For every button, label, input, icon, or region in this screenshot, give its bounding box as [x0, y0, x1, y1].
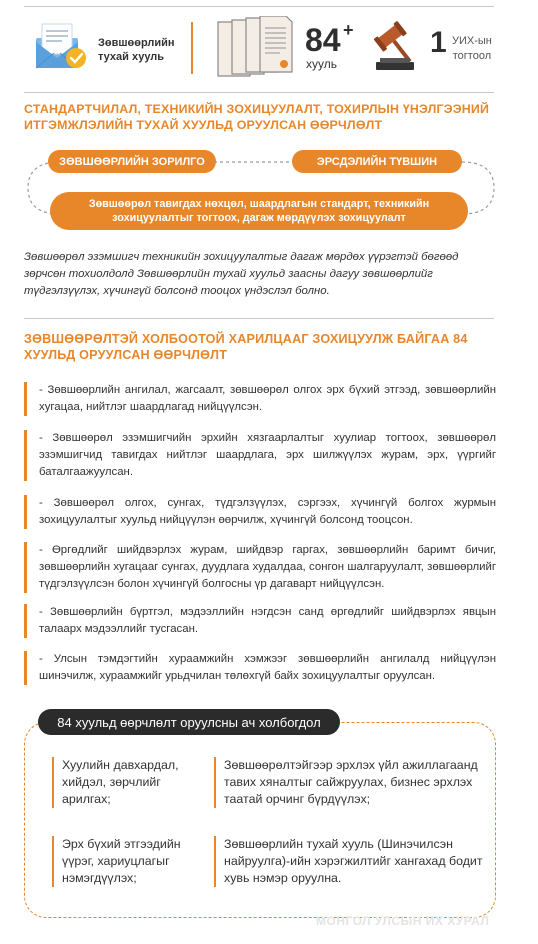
pill-permit-purpose: ЗӨВШӨӨРЛИЙН ЗОРИЛГО	[48, 150, 216, 173]
law-count-unit: хууль	[306, 57, 337, 71]
list-item: - Өргөдлийг шийдвэрлэх журам, шийдвэр гаргах, зөвшөөрлийн баримт бичиг, зөвшөөрлийн хугацааг сунгах, дуудлага худалдаа, сонгон шалгаруулалт, зөвшөөрлийг түдгэлзүүлсэн болон хүчингүй болгосны үр дагаварт нийцүүлсэн.	[24, 542, 496, 593]
documents-stack-icon	[214, 16, 298, 78]
uih-label	[452, 34, 492, 64]
section2-divider	[24, 318, 494, 319]
section2-title: ЗӨВШӨӨРӨЛТЭЙ ХОЛБООТОЙ ХАРИЛЦААГ ЗОХИЦУУЛЖ БАЙГАА 84 ХУУЛЬД ОРУУЛСАН ӨӨРЧЛӨЛТ	[24, 332, 468, 362]
pill-risk-level: ЭРСДЭЛИЙН ТҮВШИН	[292, 150, 462, 173]
significance-item: Хуулийн давхардал, хийдэл, зөрчлийг арилгах;	[52, 757, 192, 808]
law-name-line1: Зөвшөөрлийн	[98, 37, 175, 49]
section3-title: 84 хуульд өөрчлөлт оруулсны ач холбогдол	[38, 709, 340, 735]
header-separator	[191, 22, 193, 74]
list-item: - Зөвшөөрлийн бүртгэл, мэдээллийн нэгдсэн санд өргөдлийг шийдвэрлэх явцын талаарх мэдээллийг тусгасан.	[24, 604, 496, 638]
uih-label-line1: УИХ-ын	[452, 35, 492, 47]
envelope-certificate-icon	[32, 20, 88, 72]
section1-note: Зөвшөөрөл эзэмшигч техникийн зохицуулалтыг дагаж мөрдөх үүрэгтэй бөгөөд зөрчсөн тохиолдолд Зөвшөөрлийн тухай хуульд заасны дагуу зөвшөөрлийг түдгэлзүүлэх, хүчингүй болсонд тооцох үндэслэл болно.	[24, 251, 459, 297]
significance-item: Зөвшөөрлийн тухай хууль (Шинэчилсэн найруулга)-ийн хэрэгжилтийг хангахад бодит хувь нэмэр оруулна.	[214, 836, 484, 887]
connector-top-line	[214, 160, 294, 164]
list-item: - Улсын тэмдэгтийн хураамжийн хэмжээг зөвшөөрлийн ангилалд нийцүүлэн шинэчилж, хураамжийг урьдчилан төлөхгүй байх зохицуулалтыг оруулсан.	[24, 651, 496, 685]
law-name-line2: тухай хууль	[98, 51, 165, 63]
law-count-value: 84	[305, 22, 341, 58]
watermark: МОНГОЛ УЛСЫН ИХ ХУРАЛ	[316, 914, 490, 928]
uih-count-value: 1	[430, 26, 447, 59]
gavel-icon	[368, 18, 424, 76]
significance-item: Зөвшөөрөлтэйгээр эрхлэх үйл ажиллагаанд тавих хяналтыг сайжруулах, бизнес эрхлэх таатай орчинг бүрдүүлэх;	[214, 757, 484, 808]
uih-label-line2: тогтоол	[452, 50, 492, 62]
header-bottom-divider	[24, 92, 494, 93]
law-count-plus: +	[343, 20, 354, 40]
pill-technical-regulation: Зөвшөөрөл тавигдах нөхцөл, шаардлагын стандарт, техникийн зохицуулалтыг тогтоох, дагаж мөрдүүлэх зохицуулалт	[50, 192, 468, 230]
list-item: - Зөвшөөрөл олгох, сунгах, түдгэлзүүлэх, сэргээх, хүчингүй болгох журмын зохицуулалтыг хуульд нийцүүлэн өөрчилж, хүчингүй болсонд тооцсон.	[24, 495, 496, 529]
significance-item: Эрх бүхий этгээдийн үүрэг, хариуцлагыг нэмэгдүүлэх;	[52, 836, 192, 887]
significance-box	[24, 722, 496, 918]
top-divider	[24, 6, 494, 7]
section1-title: СТАНДАРТЧИЛАЛ, ТЕХНИКИЙН ЗОХИЦУУЛАЛТ, ТОХИРЛЫН ҮНЭЛГЭЭНИЙ ИТГЭМЖЛЭЛИЙН ТУХАЙ ХУУЛЬД ОРУУЛСАН ӨӨРЧЛӨЛТ	[24, 102, 490, 132]
list-item: - Зөвшөөрөл эзэмшигчийн эрхийн хязгаарлалтыг хуулиар тогтоох, зөвшөөрөл эзэмшигчид тавигдах нийтлэг шаардлага, эрх шилжүүлэх журам, эрх, үүргийг баталгаажуулсан.	[24, 430, 496, 481]
list-item: - Зөвшөөрлийн ангилал, жагсаалт, зөвшөөрөл олгох эрх бүхий этгээд, зөвшөөрлийн хугацаа, нийтлэг шаардлагад нийцүүлсэн.	[24, 382, 496, 416]
law-name	[98, 36, 175, 64]
